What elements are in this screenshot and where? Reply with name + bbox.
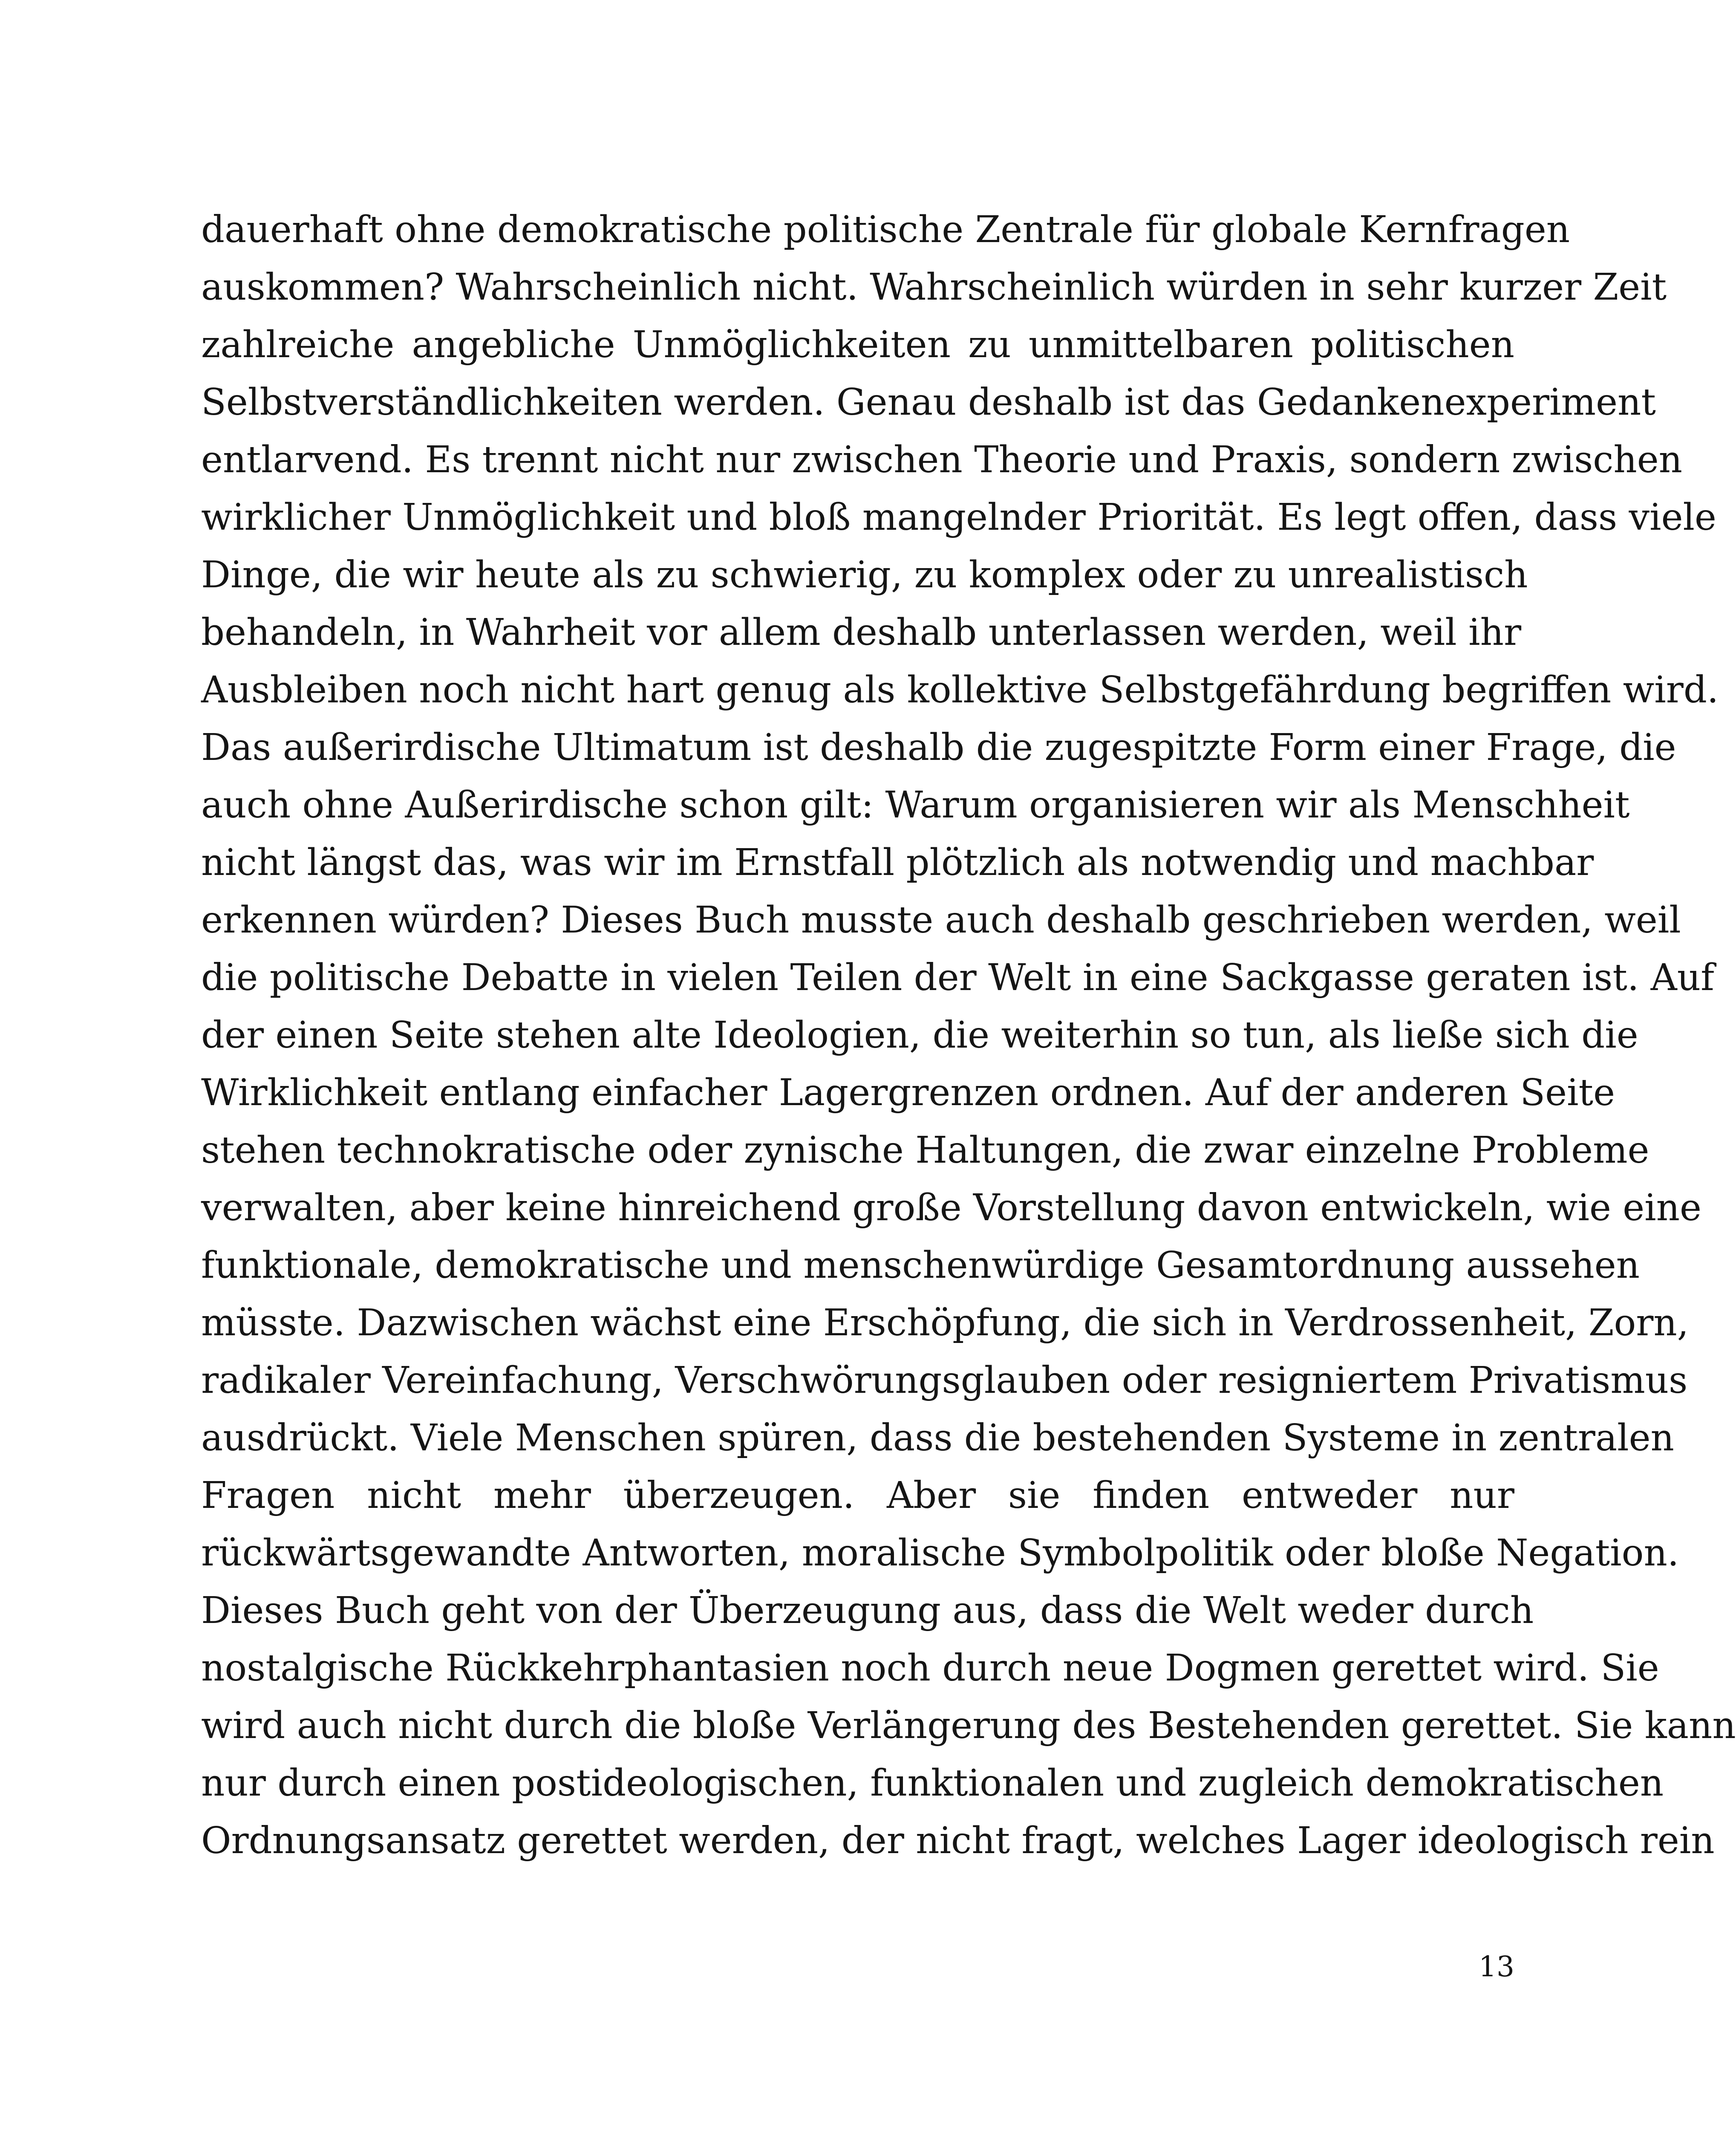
text-line: Dieses Buch geht von der Überzeugung aus, dass die Welt weder durch <box>201 1589 1534 1632</box>
text-line: nur durch einen postideologischen, funktionalen und zugleich demokratischen <box>201 1762 1664 1805</box>
text-line: nicht längst das, was wir im Ernstfall plötzlich als notwendig und machbar <box>201 841 1594 884</box>
text-line: auskommen? Wahrscheinlich nicht. Wahrscheinlich würden in sehr kurzer Zeit <box>201 266 1667 309</box>
text-line: Ausbleiben noch nicht hart genug als kollektive Selbstgefährdung begriffen wird. <box>201 669 1719 711</box>
text-line: wird auch nicht durch die bloße Verlängerung des Bestehenden gerettet. Sie kann <box>201 1704 1736 1747</box>
text-line: nostalgische Rückkehrphantasien noch durch neue Dogmen gerettet wird. Sie <box>201 1647 1659 1689</box>
text-line: Dinge, die wir heute als zu schwierig, zu komplex oder zu unrealistisch <box>201 554 1528 596</box>
text-line: entlarvend. Es trennt nicht nur zwischen Theorie und Praxis, sondern zwischen <box>201 439 1683 481</box>
text-line: Wirklichkeit entlang einfacher Lagergrenzen ordnen. Auf der anderen Seite <box>201 1071 1615 1114</box>
text-line: zahlreiche angebliche Unmöglichkeiten zu unmittelbaren politischen <box>201 323 1514 366</box>
text-line: ausdrückt. Viele Menschen spüren, dass die bestehenden Systeme in zentralen <box>201 1417 1674 1459</box>
page-number: 13 <box>1479 1950 1514 1983</box>
body-text <box>201 201 1736 1870</box>
text-line: funktionale, demokratische und menschenwürdige Gesamtordnung aussehen <box>201 1244 1640 1287</box>
text-line: Selbstverständlichkeiten werden. Genau deshalb ist das Gedankenexperiment <box>201 381 1656 424</box>
text-line: Ordnungsansatz gerettet werden, der nicht fragt, welches Lager ideologisch rein <box>201 1819 1715 1862</box>
text-line: wirklicher Unmöglichkeit und bloß mangelnder Priorität. Es legt offen, dass viele <box>201 496 1716 539</box>
text-line: müsste. Dazwischen wächst eine Erschöpfung, die sich in Verdrossenheit, Zorn, <box>201 1302 1689 1344</box>
text-line: stehen technokratische oder zynische Haltungen, die zwar einzelne Probleme <box>201 1129 1649 1172</box>
text-line: der einen Seite stehen alte Ideologien, die weiterhin so tun, als ließe sich die <box>201 1014 1638 1057</box>
text-line: auch ohne Außerirdische schon gilt: Warum organisieren wir als Menschheit <box>201 784 1630 826</box>
text-line: verwalten, aber keine hinreichend große Vorstellung davon entwickeln, wie eine <box>201 1187 1701 1229</box>
text-line: radikaler Vereinfachung, Verschwörungsglauben oder resigniertem Privatismus <box>201 1359 1688 1402</box>
text-line: behandeln, in Wahrheit vor allem deshalb unterlassen werden, weil ihr <box>201 611 1522 654</box>
text-line: dauerhaft ohne demokratische politische Zentrale für globale Kernfragen <box>201 208 1570 251</box>
text-line: die politische Debatte in vielen Teilen der Welt in eine Sackgasse geraten ist. Auf <box>201 956 1714 999</box>
text-line: Fragen nicht mehr überzeugen. Aber sie finden entweder nur <box>201 1474 1514 1517</box>
text-line: rückwärtsgewandte Antworten, moralische Symbolpolitik oder bloße Negation. <box>201 1532 1679 1574</box>
text-line: Das außerirdische Ultimatum ist deshalb die zugespitzte Form einer Frage, die <box>201 726 1676 769</box>
text-line: erkennen würden? Dieses Buch musste auch deshalb geschrieben werden, weil <box>201 899 1681 941</box>
